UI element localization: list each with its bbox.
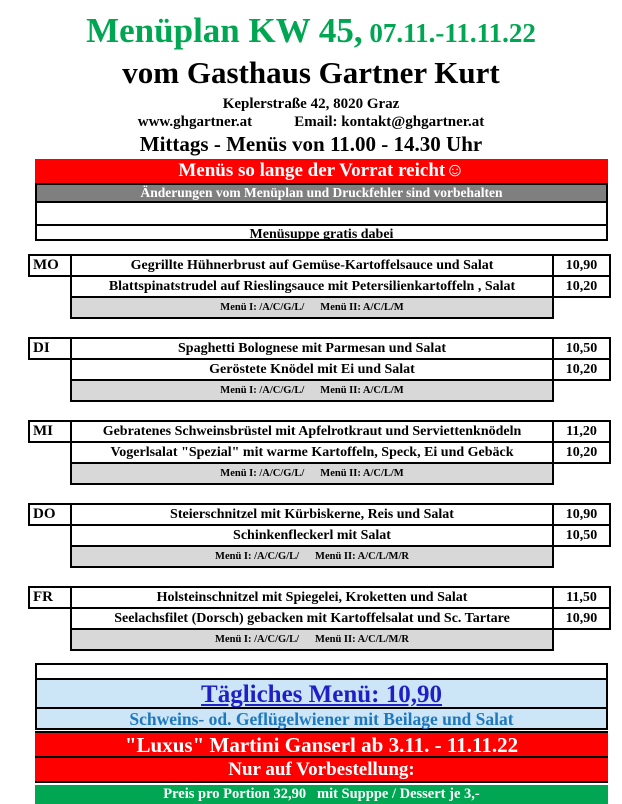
allergen-row [71,297,553,318]
menu-item: Gebratenes Schweinsbrüstel mit Apfelrotkraut und Serviettenknödeln [71,421,553,442]
allergen-menu1: Menü I: /A/C/G/L/ [220,385,305,396]
notice-suppe-box [35,224,608,241]
day-spacer [29,525,71,546]
menu-price: 10,20 [553,276,610,297]
day-spacer [29,608,71,629]
menu-day-block-di [28,337,611,402]
special-offer-band: "Luxus" Martini Ganserl ab 3.11. - 11.11.22 [35,731,608,758]
menu-item: Spaghetti Bolognese mit Parmesan und Salat [71,338,553,359]
preorder-band: Nur auf Vorbestellung: [35,758,608,783]
menu-price: 10,90 [553,255,610,276]
allergen-row [71,629,553,650]
allergen-menu2: Menü II: A/C/L/M/R [315,551,409,562]
menu-price: 10,90 [553,504,610,525]
website-text: www.ghgartner.at [137,114,253,130]
table-row [29,380,610,401]
notice-aenderungen-band: Änderungen vom Menüplan und Druckfehler sind vorbehalten [35,183,608,203]
allergen-menu1: Menü I: /A/C/G/L/ [215,634,300,645]
special-price-band: Preis pro Portion 32,90 mit Supppe / Dessert je 3,- [35,785,608,804]
table-row [29,463,610,484]
table-row [29,255,610,276]
table-row [29,504,610,525]
day-label: DI [29,338,71,359]
price-spacer [553,380,610,401]
menu-day-block-fr [28,586,611,651]
menu-price: 10,90 [553,608,610,629]
table-row [29,608,610,629]
price-spacer [553,629,610,650]
table-row [29,525,610,546]
restaurant-address: Keplerstraße 42, 8020 Graz [222,96,400,112]
menu-item: Vogerlsalat "Spezial" mit warme Kartoffeln, Speck, Ei und Gebäck [71,442,553,463]
menu-item: Steierschnitzel mit Kürbiskerne, Reis und Salat [71,504,553,525]
menu-item: Seelachsfilet (Dorsch) gebacken mit Kartoffelsalat und Sc. Tartare [71,608,553,629]
day-spacer [29,442,71,463]
menu-price: 10,50 [553,338,610,359]
price-spacer [553,297,610,318]
allergen-menu2: Menü II: A/C/L/M [320,385,404,396]
notice-suppe-text: Menüsuppe gratis dabei [249,227,394,242]
day-spacer [29,629,71,650]
menu-item: Holsteinschnitzel mit Spiegelei, Kroketten und Salat [71,587,553,608]
footer-section [0,663,622,804]
day-spacer [29,276,71,297]
page-title [0,10,622,54]
menu-price: 10,20 [553,442,610,463]
day-label: MI [29,421,71,442]
allergen-menu2: Menü II: A/C/L/M [320,468,404,479]
menu-price: 11,20 [553,421,610,442]
day-spacer [29,380,71,401]
price-spacer [553,546,610,567]
day-spacer [29,463,71,484]
table-row [29,442,610,463]
day-label: MO [29,255,71,276]
table-row [29,276,610,297]
table-row [29,297,610,318]
day-label: DO [29,504,71,525]
table-row [29,587,610,608]
table-row [29,338,610,359]
notice-vorrat-band: Menüs so lange der Vorrat reicht☺ [35,159,608,183]
daily-menu-band [35,678,608,709]
opening-hours: Mittags - Menüs von 11.00 - 14.30 Uhr [139,132,483,156]
page-title-date: 07.11.-11.11.22 [362,18,536,48]
menu-day-block-do [28,503,611,568]
allergen-menu2: Menü II: A/C/L/M [320,302,404,313]
empty-box-top [35,201,608,226]
menu-item: Geröstete Knödel mit Ei und Salat [71,359,553,380]
table-row [29,359,610,380]
day-label: FR [29,587,71,608]
table-row [29,546,610,567]
contact-line [0,113,622,131]
allergen-menu2: Menü II: A/C/L/M/R [315,634,409,645]
menu-day-block-mo [28,254,611,319]
menu-price: 10,50 [553,525,610,546]
menu-item: Schinkenfleckerl mit Salat [71,525,553,546]
allergen-menu1: Menü I: /A/C/G/L/ [220,302,305,313]
allergen-row [71,463,553,484]
menu-item: Blattspinatstrudel auf Rieslingsauce mit Petersilienkartoffeln , Salat [71,276,553,297]
table-row [29,421,610,442]
day-spacer [29,359,71,380]
price-spacer [553,463,610,484]
table-row [29,629,610,650]
email-text: Email: kontakt@ghgartner.at [294,114,485,130]
menu-day-block-mi [28,420,611,485]
menu-item: Gegrillte Hühnerbrust auf Gemüse-Kartoffelsauce und Salat [71,255,553,276]
day-spacer [29,546,71,567]
allergen-menu1: Menü I: /A/C/G/L/ [215,551,300,562]
page-title-main: Menüplan KW 45, [86,11,363,50]
daily-menu-desc-band: Schweins- od. Geflügelwiener mit Beilage und Salat [35,707,608,730]
day-spacer [29,297,71,318]
allergen-menu1: Menü I: /A/C/G/L/ [220,468,305,479]
allergen-row [71,546,553,567]
menu-price: 11,50 [553,587,610,608]
allergen-row [71,380,553,401]
daily-menu-title: Tägliches Menü: 10,90 [201,681,442,708]
menu-price: 10,20 [553,359,610,380]
restaurant-name: vom Gasthaus Gartner Kurt [122,55,500,90]
